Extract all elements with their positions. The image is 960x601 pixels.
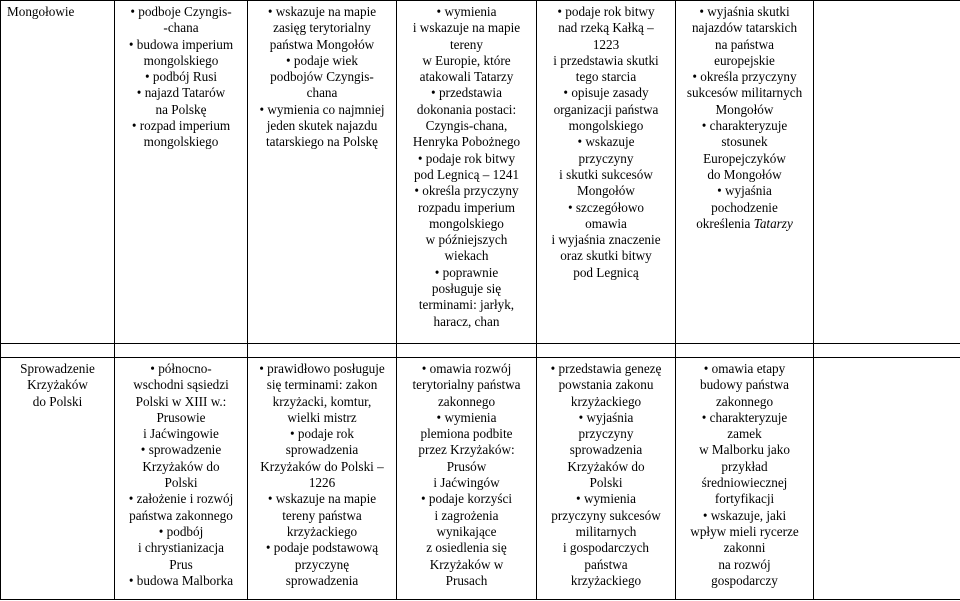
list-line: Czyngis-chana, bbox=[425, 118, 508, 134]
list-line: i zagrożenia bbox=[434, 507, 499, 523]
list-line: mongolskiego bbox=[429, 215, 504, 231]
list-line: gospodarczy bbox=[711, 572, 778, 588]
list-line: krzyżackiego bbox=[570, 393, 642, 409]
list-line: Prusach bbox=[445, 572, 488, 588]
list-line: organizacji państwa bbox=[553, 101, 659, 117]
list-line: tatarskiego na Polskę bbox=[265, 134, 379, 150]
requirements-cell bbox=[115, 358, 248, 600]
list-line: Prus bbox=[169, 556, 193, 572]
list-line: tego starcia bbox=[575, 69, 637, 85]
list-line: plemiona podbite bbox=[420, 426, 513, 442]
list-line: Krzyżaków bbox=[27, 377, 88, 393]
italic-term: Tatarzy bbox=[753, 215, 793, 231]
list-line: krzyżackiego bbox=[286, 523, 358, 539]
list-line: • założenie i rozwój bbox=[128, 491, 234, 507]
requirements-cell bbox=[397, 358, 537, 600]
list-line: militarnych bbox=[575, 523, 637, 539]
list-line: sukcesów militarnych bbox=[686, 85, 803, 101]
requirements-cell bbox=[537, 358, 676, 600]
list-line: • opisuje zasady bbox=[563, 85, 649, 101]
list-line: -chana bbox=[163, 20, 199, 36]
list-line: Sprowadzenie bbox=[20, 361, 95, 376]
list-line: 1223 bbox=[592, 36, 620, 52]
list-line: • prawidłowo posługuje bbox=[259, 361, 385, 376]
list-line: • wymienia bbox=[436, 409, 497, 425]
list-line: fortyfikacji bbox=[714, 491, 775, 507]
list-line: terytorialny państwa bbox=[412, 377, 521, 393]
list-line: sprowadzenia bbox=[285, 572, 359, 588]
list-line: wynikające bbox=[436, 523, 497, 539]
list-line: jeden skutek najazdu bbox=[266, 118, 378, 134]
list-line: • wyjaśnia bbox=[578, 409, 634, 425]
list-line: wielki mistrz bbox=[287, 409, 357, 425]
list-line: powstania zakonu bbox=[558, 377, 654, 393]
list-line: przyczynę bbox=[294, 556, 350, 572]
list-line: tereny państwa bbox=[282, 507, 362, 523]
list-line: przyczyny bbox=[578, 150, 634, 166]
list-line: • budowa imperium bbox=[128, 36, 234, 52]
list-line: • północno- bbox=[150, 361, 212, 376]
list-line: • wskazuje, jaki bbox=[702, 507, 787, 523]
list-line: i gospodarczych bbox=[562, 540, 650, 556]
list-line: • omawia etapy bbox=[703, 361, 786, 376]
list-line: • sprowadzenie bbox=[140, 442, 222, 458]
list-line: zakonnego bbox=[715, 393, 774, 409]
list-line: i wyjaśnia znaczenie bbox=[551, 232, 661, 248]
table-row bbox=[1, 1, 960, 344]
list-line: na Polskę bbox=[155, 101, 207, 117]
requirements-cell bbox=[115, 1, 248, 344]
list-line bbox=[682, 216, 807, 232]
requirements-cell bbox=[537, 1, 676, 344]
row-gap bbox=[1, 344, 960, 358]
list-line: sprowadzenia bbox=[569, 442, 643, 458]
list-line: i chrystianizacja bbox=[137, 540, 225, 556]
list-line: • wyjaśnia skutki bbox=[699, 4, 790, 19]
list-line: do Polski bbox=[32, 393, 83, 409]
list-line: zamek bbox=[727, 426, 762, 442]
list-line: • wskazuje na mapie bbox=[267, 4, 377, 19]
list-line: chana bbox=[306, 85, 338, 101]
list-line: posługuje się bbox=[431, 281, 502, 297]
list-line: wiekach bbox=[444, 248, 489, 264]
list-line: Europejczyków bbox=[703, 150, 786, 166]
list-line: pod Legnicą bbox=[573, 264, 639, 280]
list-line: • wskazuje na mapie bbox=[267, 491, 377, 507]
list-line: • podboje Czyngis- bbox=[130, 4, 232, 19]
list-line: przykład bbox=[721, 458, 768, 474]
list-line: tereny bbox=[450, 36, 483, 52]
list-line: Prusów bbox=[446, 458, 487, 474]
list-line: stosunek bbox=[721, 134, 768, 150]
list-line: przyczyny sukcesów bbox=[551, 507, 661, 523]
list-line: zakonni bbox=[723, 540, 766, 556]
list-line: na państwa bbox=[715, 36, 774, 52]
requirements-cell bbox=[397, 1, 537, 344]
list-line: w Malborku jako bbox=[699, 442, 790, 458]
empty-cell bbox=[814, 358, 960, 600]
list-line: sprowadzenia bbox=[285, 442, 359, 458]
list-line: • podaje podstawową bbox=[265, 540, 379, 556]
list-line: średniowiecznej bbox=[701, 475, 788, 491]
list-line: • podbój bbox=[158, 523, 204, 539]
empty-cell bbox=[814, 1, 960, 344]
list-line: Mongołów bbox=[715, 101, 774, 117]
list-line: zasięg terytorialny bbox=[273, 20, 371, 36]
plain-text: określenia bbox=[696, 215, 754, 231]
list-line: omawia bbox=[585, 215, 627, 231]
list-line: Krzyżaków do bbox=[567, 458, 645, 474]
list-line: państwa Mongołów bbox=[269, 36, 375, 52]
list-line: pod Legnicą – 1241 bbox=[413, 166, 520, 182]
table-row bbox=[1, 358, 960, 600]
list-line: pochodzenie bbox=[711, 199, 778, 215]
list-line: podbojów Czyngis- bbox=[270, 69, 374, 85]
list-line: budowy państwa bbox=[699, 377, 789, 393]
list-line: najazdów tatarskich bbox=[691, 20, 798, 36]
list-line: wpływ mieli rycerze bbox=[690, 523, 799, 539]
list-line: • przedstawia genezę bbox=[550, 361, 662, 376]
list-line: zakonnego bbox=[437, 393, 496, 409]
list-line: państwa zakonnego bbox=[129, 507, 233, 523]
list-line: terminami: jarłyk, bbox=[418, 297, 515, 313]
list-line: Henryka Pobożnego bbox=[412, 134, 521, 150]
list-line: • rozpad imperium bbox=[131, 118, 231, 134]
list-line: • wymienia bbox=[576, 491, 636, 507]
list-line: • przedstawia bbox=[431, 85, 502, 101]
list-line: mongolskiego bbox=[568, 118, 644, 134]
list-line: krzyżackiego bbox=[570, 572, 642, 588]
list-line: • najazd Tatarów bbox=[136, 85, 226, 101]
list-line: • określa przyczyny bbox=[692, 69, 797, 85]
list-line: • podaje rok bitwy bbox=[557, 4, 655, 19]
list-line: przez Krzyżaków: bbox=[418, 442, 515, 458]
list-line: • wskazuje bbox=[577, 134, 635, 150]
list-line: mongolskiego bbox=[143, 134, 219, 150]
list-line: nad rzeką Kałką – bbox=[558, 20, 654, 36]
list-line: w Europie, które bbox=[422, 52, 511, 68]
list-line: Prusowie bbox=[156, 409, 206, 425]
list-line: Krzyżaków do Polski – bbox=[260, 458, 384, 474]
list-line: • charakteryzuje bbox=[701, 409, 788, 425]
list-line: krzyżacki, komtur, bbox=[272, 393, 372, 409]
list-line: • wyjaśnia bbox=[717, 183, 772, 199]
list-line: i przedstawia skutki bbox=[553, 52, 659, 68]
list-line: do Mongołów bbox=[707, 166, 782, 182]
list-line: atakowali Tatarzy bbox=[419, 69, 514, 85]
list-line: • podbój Rusi bbox=[144, 69, 218, 85]
list-line: państwa bbox=[584, 556, 628, 572]
list-line: • podaje wiek bbox=[286, 52, 358, 68]
topic-cell bbox=[1, 358, 115, 600]
list-line: mongolskiego bbox=[143, 52, 219, 68]
list-line: na rozwój bbox=[718, 556, 771, 572]
list-line: • budowa Malborka bbox=[128, 572, 234, 588]
list-line: haracz, chan bbox=[433, 313, 500, 329]
list-line: europejskie bbox=[714, 52, 775, 68]
list-line: • podaje rok bitwy bbox=[417, 150, 516, 166]
list-line: rozpadu imperium bbox=[417, 199, 516, 215]
list-line: z osiedlenia się bbox=[426, 540, 507, 556]
list-line: i skutki sukcesów bbox=[559, 166, 653, 182]
requirements-cell bbox=[248, 1, 397, 344]
list-line: • podaje korzyści bbox=[420, 491, 513, 507]
list-line: • poprawnie bbox=[434, 264, 499, 280]
list-line: • omawia rozwój bbox=[421, 361, 512, 376]
list-line: Polski bbox=[164, 475, 198, 491]
list-line: • wymienia co najmniej bbox=[259, 101, 385, 117]
list-line: Krzyżaków w bbox=[429, 556, 504, 572]
list-line: • wymienia bbox=[436, 4, 497, 19]
list-line: i Jaćwingowie bbox=[143, 426, 219, 442]
list-line: przyczyny bbox=[578, 426, 634, 442]
list-line: oraz skutki bitwy bbox=[560, 248, 652, 264]
list-line: • określa przyczyny bbox=[414, 183, 519, 199]
list-line: • podaje rok bbox=[290, 426, 354, 442]
list-line: Polski w XIII w.: bbox=[135, 393, 227, 409]
list-line: • charakteryzuje bbox=[701, 118, 788, 134]
list-line: wschodni sąsiedzi bbox=[133, 377, 229, 393]
list-line: Krzyżaków do bbox=[142, 458, 220, 474]
requirements-cell bbox=[676, 1, 814, 344]
list-line: i wskazuje na mapie bbox=[412, 20, 521, 36]
list-line: 1226 bbox=[308, 475, 336, 491]
list-line: w późniejszych bbox=[425, 232, 508, 248]
list-line: dokonania postaci: bbox=[416, 101, 517, 117]
list-line: Polski bbox=[589, 475, 623, 491]
topic-label: Mongołowie bbox=[7, 4, 75, 19]
list-line: i Jaćwingów bbox=[433, 475, 500, 491]
topic-cell bbox=[1, 1, 115, 344]
requirements-cell bbox=[248, 358, 397, 600]
requirements-cell bbox=[676, 358, 814, 600]
list-line: się terminami: zakon bbox=[266, 377, 378, 393]
list-line: Mongołów bbox=[577, 183, 635, 199]
list-line: • szczegółowo bbox=[567, 199, 645, 215]
